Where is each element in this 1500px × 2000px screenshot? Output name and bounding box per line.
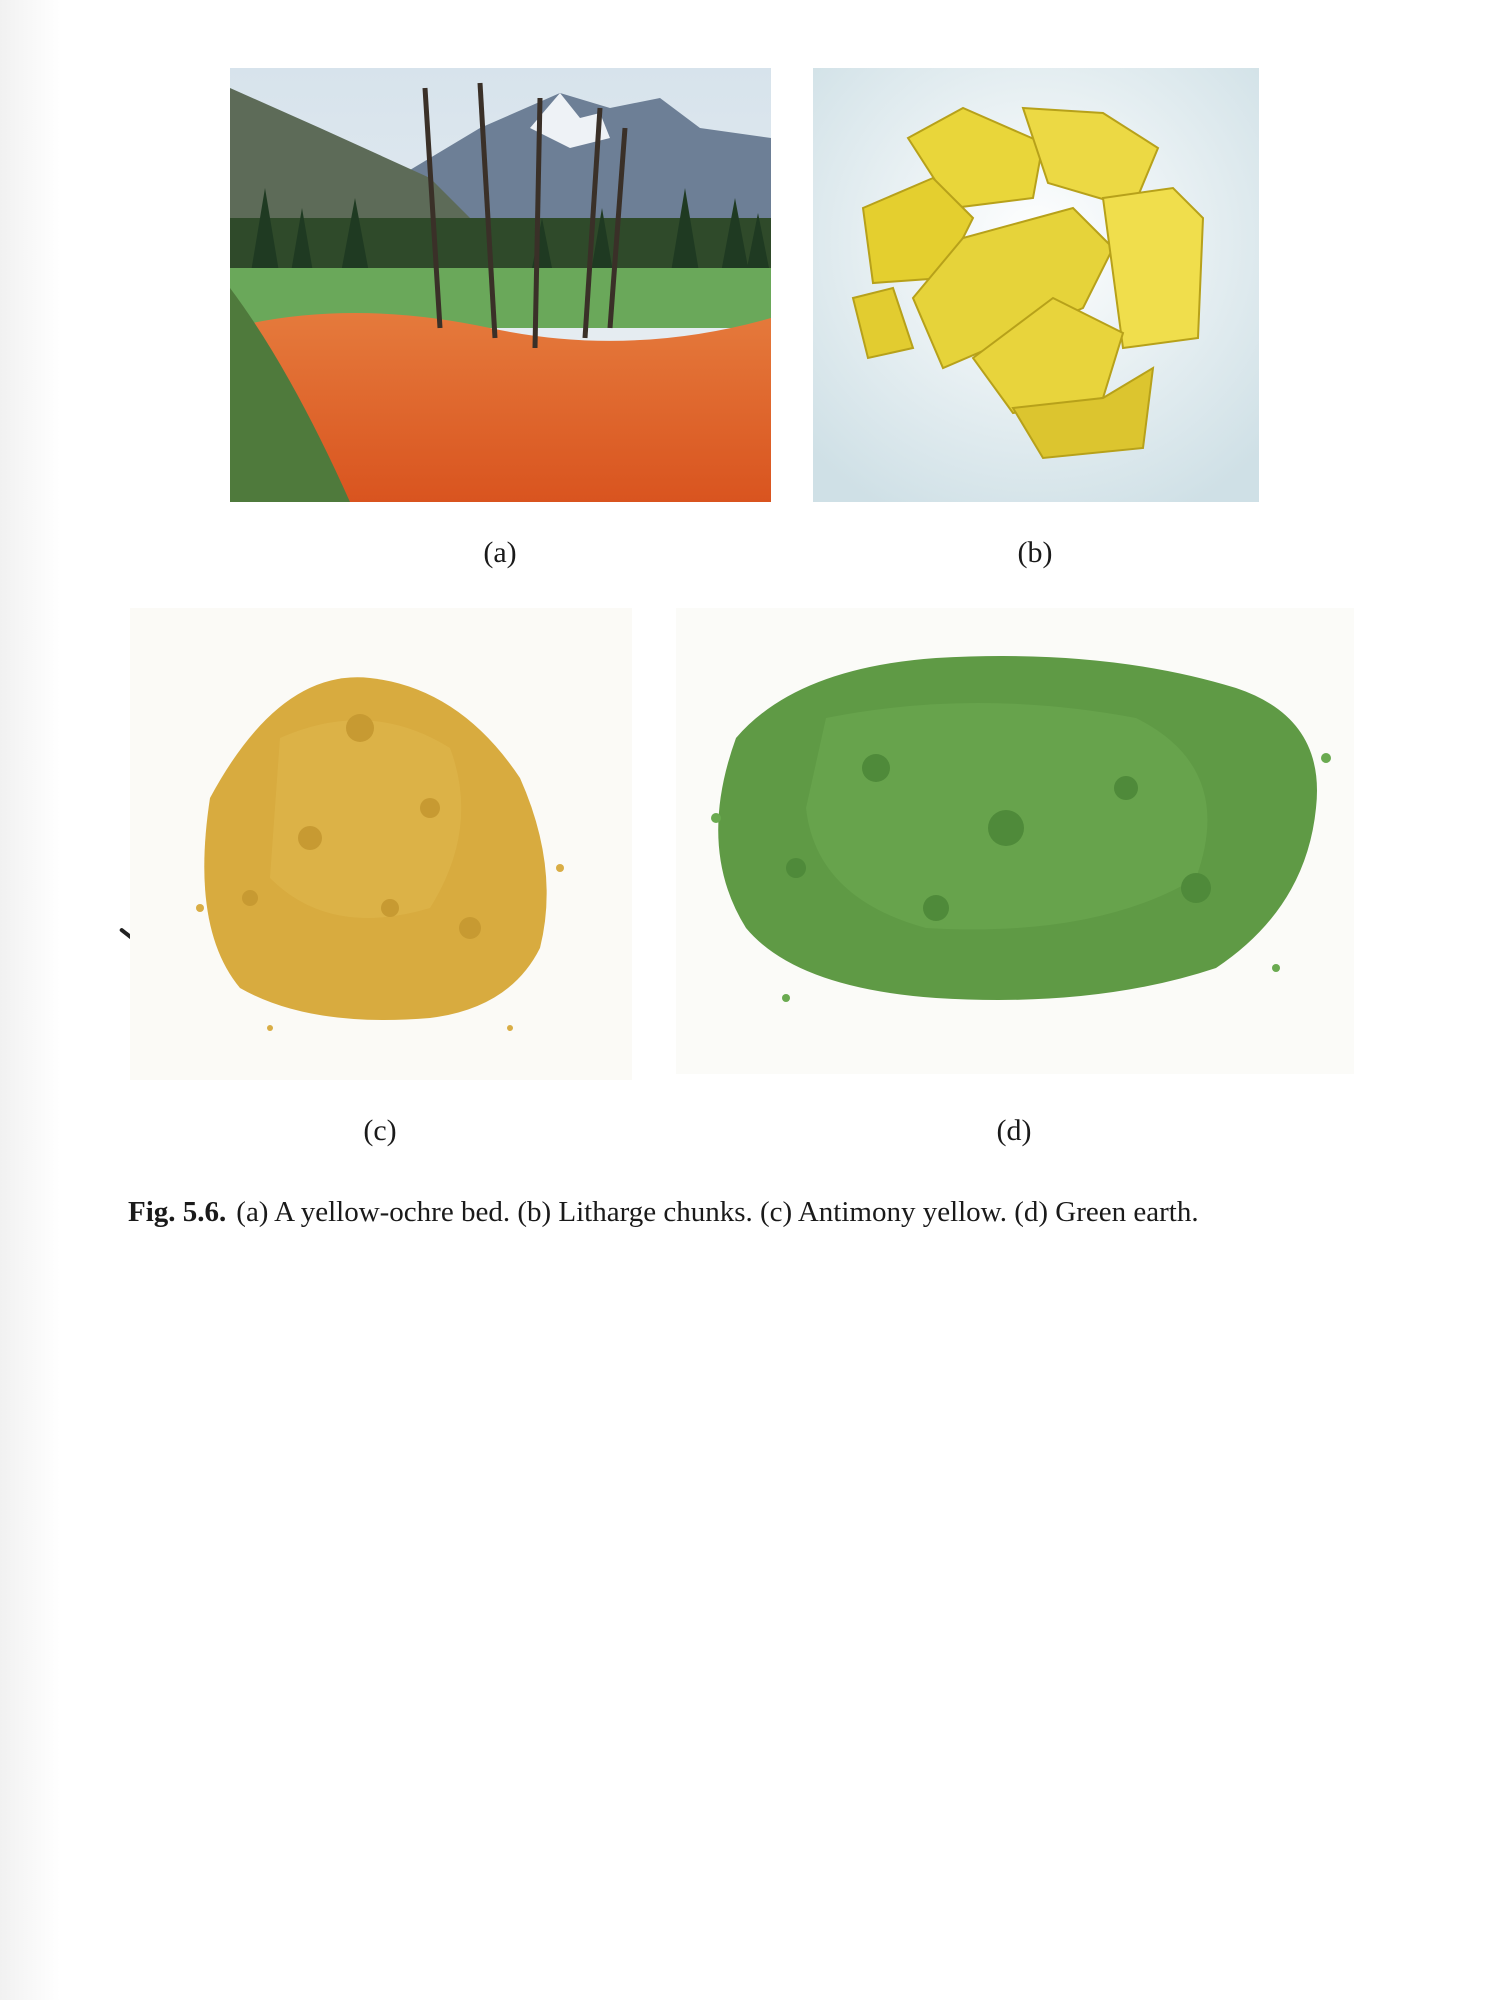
page-edge-shadow bbox=[0, 0, 60, 2000]
photo-yellow-ochre-bed bbox=[230, 68, 771, 502]
panel-label-a: (a) bbox=[483, 536, 517, 569]
panel-label-b: (b) bbox=[1017, 536, 1053, 569]
figure-caption bbox=[128, 1196, 1388, 1229]
photo-litharge-chunks bbox=[813, 68, 1259, 502]
panel-label-c: (c) bbox=[363, 1114, 397, 1147]
figure-caption-text: (a) A yellow-ochre bed. (b) Litharge chunks. (c) Antimony yellow. (d) Green earth. bbox=[236, 1196, 1199, 1228]
figure-number: Fig. 5.6. bbox=[128, 1196, 227, 1228]
photo-antimony-yellow bbox=[130, 608, 632, 1080]
panel-label-d: (d) bbox=[996, 1114, 1032, 1147]
photo-green-earth bbox=[676, 608, 1354, 1074]
